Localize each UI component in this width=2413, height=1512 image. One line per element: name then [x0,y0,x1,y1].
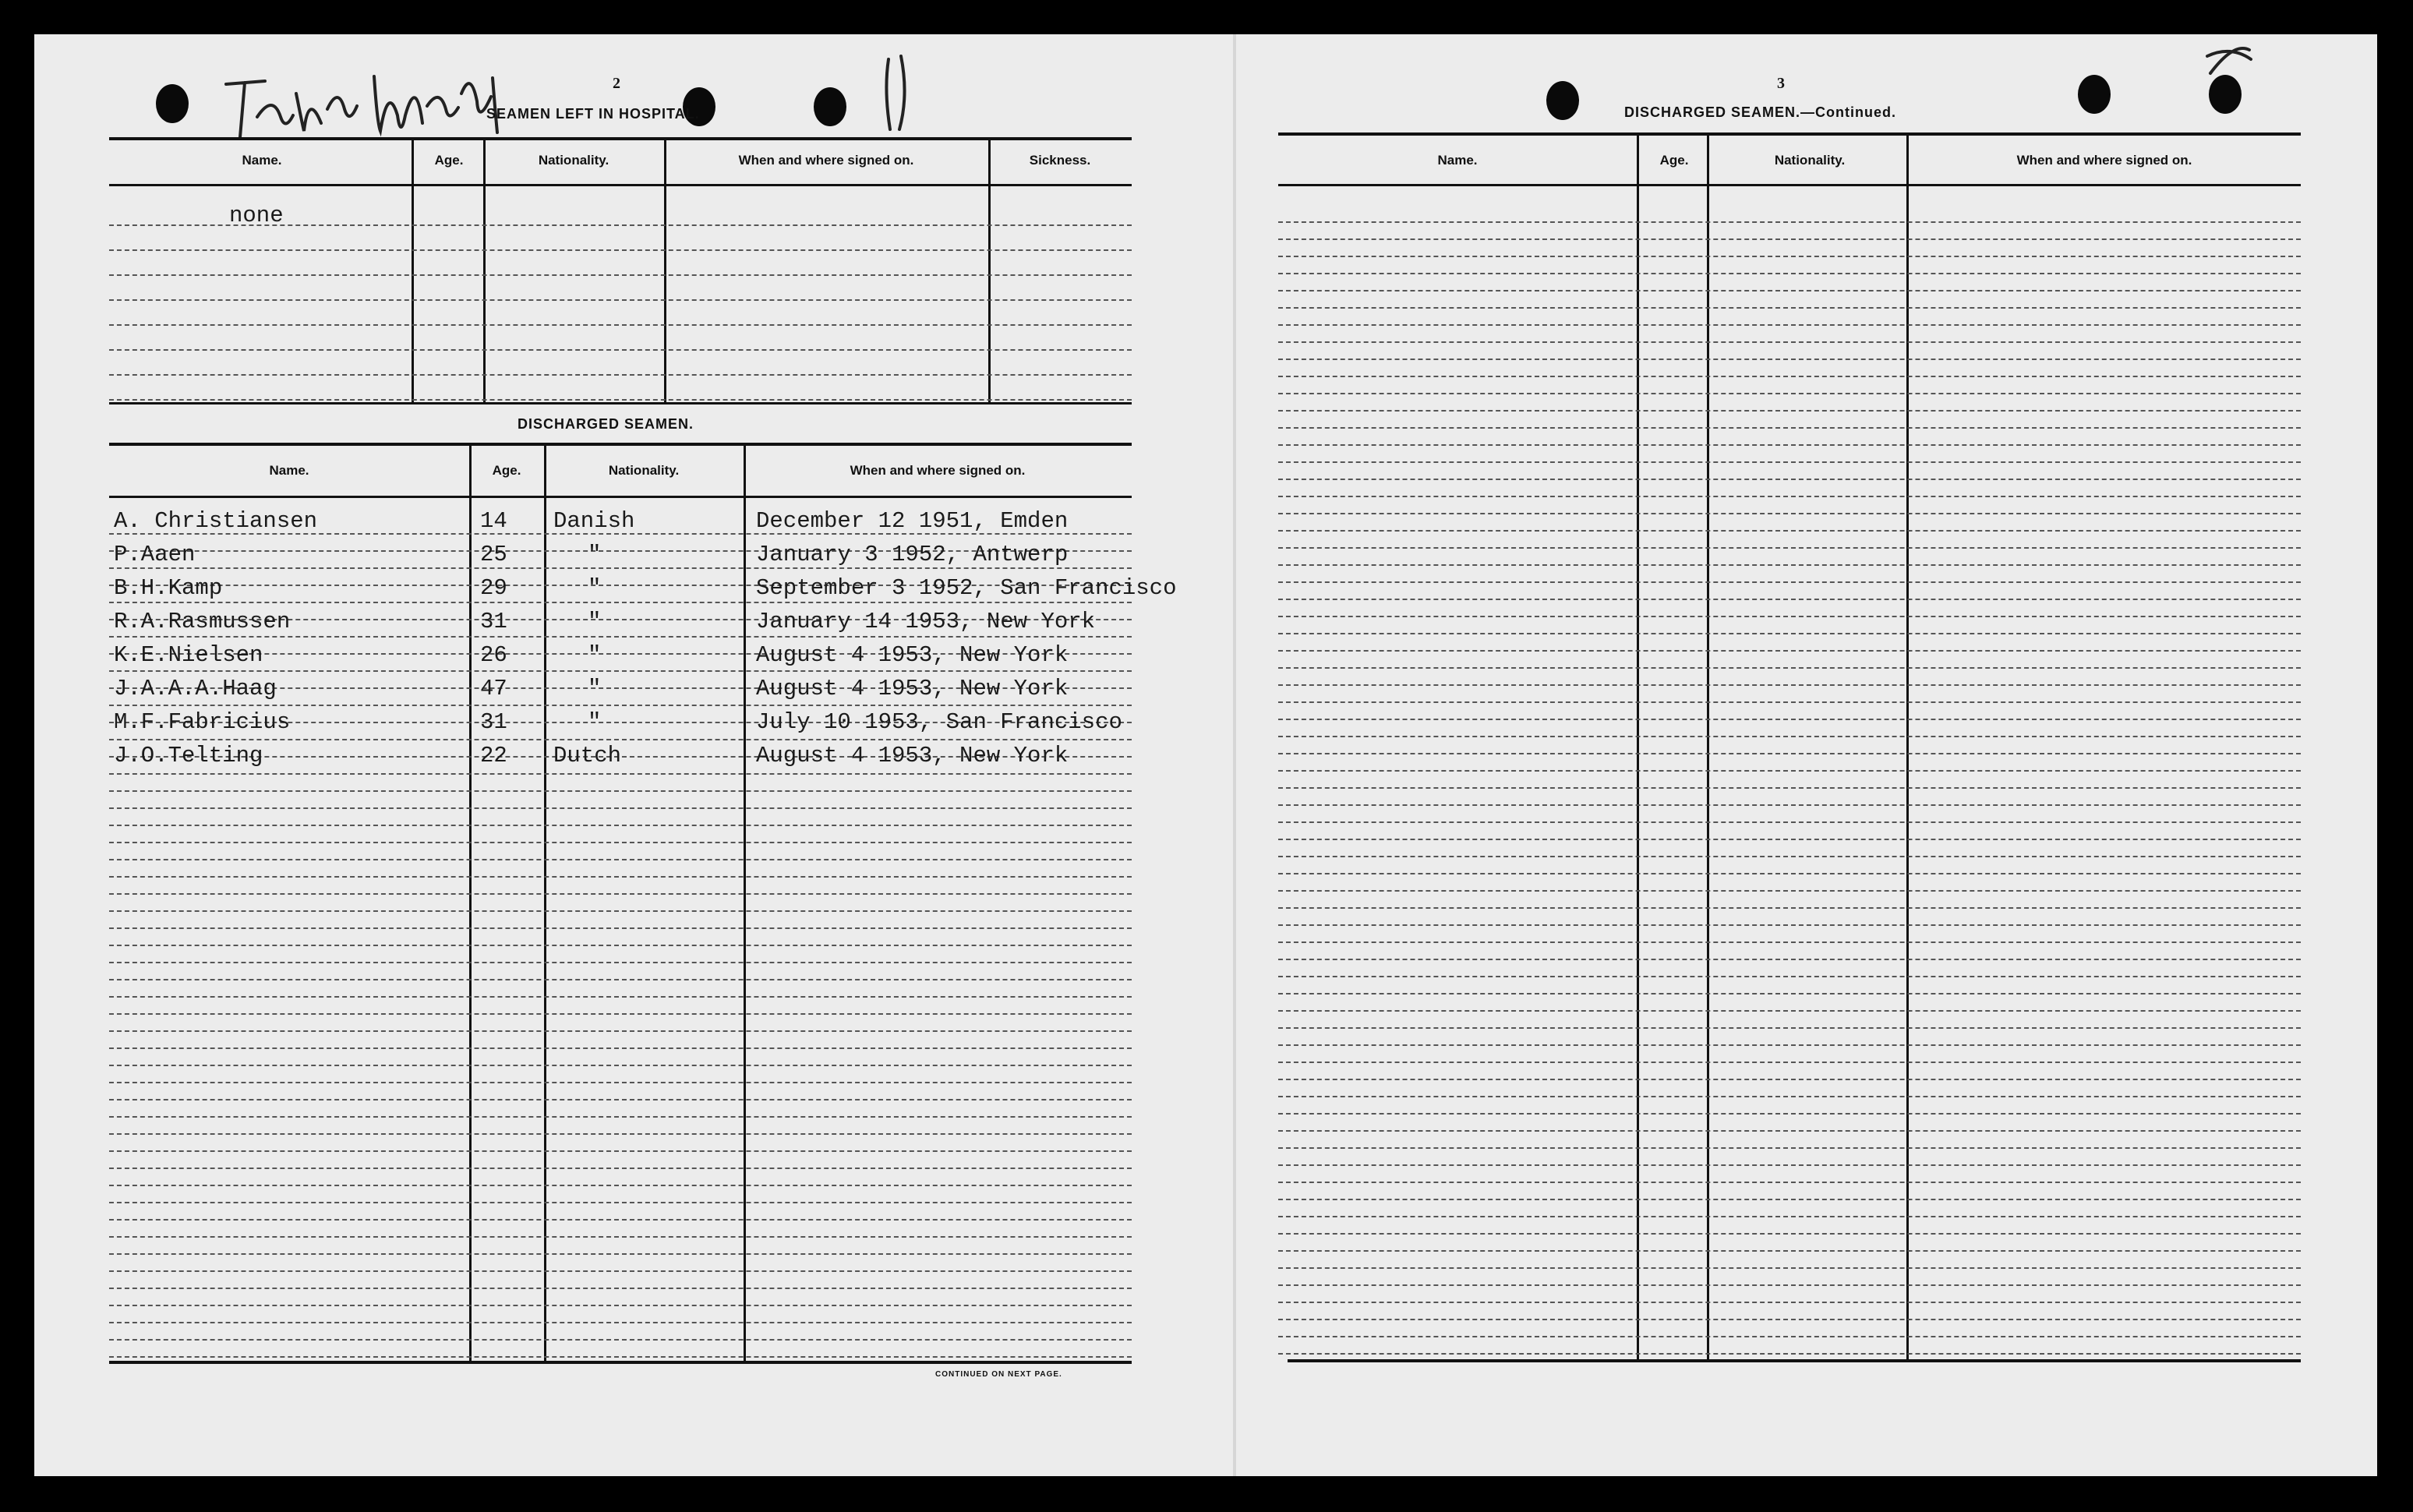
hospital-col-signed-on: When and where signed on. [738,153,914,168]
right-col-signed-on: When and where signed on. [2016,153,2192,168]
ruled-line [1278,1182,2301,1183]
ruled-line [109,1082,1132,1083]
row-name: K.E.Nielsen [114,642,263,668]
hospital-col-sickness: Sickness. [1029,153,1091,168]
row-signed-on: July 10 1953, San Francisco [756,709,1122,735]
ruled-line [1278,256,2301,257]
discharged-heading: DISCHARGED SEAMEN. [518,416,694,432]
ruled-line [1278,976,2301,977]
ruled-line [109,773,1132,775]
ruled-line [1278,1096,2301,1097]
ruled-line [1278,1113,2301,1115]
ruled-line [1278,1079,2301,1080]
ruled-line [109,349,1132,351]
ruled-line [1278,530,2301,532]
ruled-line [1278,701,2301,703]
ruled-line [1278,1027,2301,1029]
row-nationality: " [588,575,602,601]
ruled-line [1278,496,2301,497]
row-name: J.O.Telting [114,743,263,768]
ruled-line [109,1099,1132,1100]
ruled-line [1278,839,2301,840]
ruled-line [1278,427,2301,429]
hospital-col-age: Age. [434,153,464,168]
hospital-bottom-rule [109,402,1132,404]
ruled-line [1278,1062,2301,1063]
corner-check-mark [2203,42,2257,81]
right-bottom-rule [1288,1359,2301,1362]
ruled-line [1278,993,2301,994]
ruled-line [1278,376,2301,377]
ruled-line [109,274,1132,276]
ruled-line [1278,890,2301,892]
ruled-line [1278,736,2301,737]
discharged-divider [544,446,546,1362]
ruled-line [109,876,1132,878]
ruled-line [109,1236,1132,1238]
ruled-line [109,705,1132,706]
hospital-row-name: none [229,203,284,228]
right-col-age: Age. [1659,153,1689,168]
row-nationality: Dutch [553,743,622,768]
ruled-line [109,1305,1132,1306]
ruled-line [1278,444,2301,446]
ruled-line [109,790,1132,792]
ruled-line [109,374,1132,376]
ruled-line [1278,238,2301,240]
right-divider [1707,136,1709,1362]
ruled-line [1278,684,2301,686]
ruled-line [1278,273,2301,274]
signature-text: Tabbe Maersk [218,62,223,63]
ruled-line [1278,1233,2301,1235]
right-top-rule [1278,132,2301,136]
ruled-line [1278,461,2301,463]
row-age: 31 [480,709,507,735]
hospital-divider [988,140,991,402]
row-age: 47 [480,676,507,701]
punch-hole [2078,75,2111,114]
ruled-line [109,1168,1132,1169]
ruled-line [109,1270,1132,1272]
ruled-line [109,567,1132,569]
ruled-line [109,1339,1132,1341]
ruled-line [109,324,1132,326]
row-signed-on: August 4 1953, New York [756,743,1069,768]
page-number-right: 3 [1777,75,1785,92]
ruled-line [109,807,1132,809]
ruled-line [1278,1284,2301,1286]
row-nationality: " [588,542,602,567]
row-age: 26 [480,642,507,668]
ruled-line [109,1202,1132,1203]
ruled-line [109,1219,1132,1221]
hospital-header-rule [109,184,1132,186]
ruled-line [109,1116,1132,1118]
ruled-line [1278,753,2301,754]
punch-hole [1546,81,1579,120]
row-name: P.Aaen [114,542,196,567]
ruled-line [1278,341,2301,343]
ruled-line [1278,581,2301,583]
discharged-bottom-rule [109,1361,1132,1364]
ruled-line [1278,479,2301,480]
discharged-divider [744,446,746,1362]
ruled-line [1278,650,2301,652]
discharged-top-rule [109,443,1132,446]
discharged-col-age: Age. [492,463,521,478]
ruled-line [109,1047,1132,1049]
hospital-divider [412,140,414,402]
discharged-col-name: Name. [269,463,309,478]
hospital-divider [664,140,666,402]
row-nationality: " [588,609,602,634]
ruled-line [109,979,1132,980]
ruled-line [109,249,1132,251]
ruled-line [109,945,1132,946]
ruled-line [1278,1044,2301,1046]
ruled-line [1278,1130,2301,1132]
row-signed-on: January 14 1953, New York [756,609,1096,634]
ruled-line [1278,924,2301,926]
ruled-line [109,299,1132,301]
row-nationality: Danish [553,508,635,534]
ruled-line [1278,1319,2301,1320]
row-signed-on: December 12 1951, Emden [756,508,1069,534]
ruled-line [109,1322,1132,1323]
page-number-left: 2 [613,75,620,92]
ruled-line [1278,307,2301,309]
ruled-line [1278,564,2301,566]
ruled-line [1278,907,2301,909]
ruled-line [1278,359,2301,360]
row-name: M.F.Fabricius [114,709,291,735]
row-signed-on: September 3 1952, San Francisco [756,575,1177,601]
continued-note: CONTINUED ON NEXT PAGE. [935,1370,1062,1379]
row-nationality: " [588,676,602,701]
discharged-header-rule [109,496,1132,498]
hospital-divider [483,140,486,402]
ruled-line [109,893,1132,895]
right-divider [1906,136,1909,1362]
ruled-line [109,842,1132,843]
row-age: 22 [480,743,507,768]
ruled-line [109,636,1132,638]
row-signed-on: January 3 1952, Antwerp [756,542,1069,567]
discharged-continued-heading: DISCHARGED SEAMEN.—Continued. [1624,104,1897,120]
ruled-line [1278,221,2301,223]
row-age: 25 [480,542,507,567]
ruled-line [1278,770,2301,772]
ruled-line [1278,1336,2301,1337]
row-name: R.A.Rasmussen [114,609,291,634]
right-col-name: Name. [1437,153,1478,168]
punch-hole [156,84,189,123]
ruled-line [109,399,1132,401]
ruled-line [109,739,1132,740]
discharged-col-nationality: Nationality. [608,463,680,478]
right-header-rule [1278,184,2301,186]
hospital-heading: SEAMEN LEFT IN HOSPITAL. [486,106,700,122]
ruled-line [109,1356,1132,1358]
ruled-line [109,602,1132,603]
ruled-line [1278,1164,2301,1166]
ruled-line [109,1030,1132,1032]
ruled-line [109,1288,1132,1289]
row-name: J.A.A.A.Haag [114,676,277,701]
discharged-divider [469,446,472,1362]
handwritten-mark [878,53,917,139]
ruled-line [109,1133,1132,1135]
punch-hole [814,87,846,126]
ruled-line [109,825,1132,826]
ruled-line [1278,324,2301,326]
hospital-col-nationality: Nationality. [538,153,609,168]
ruled-line [109,1253,1132,1255]
ruled-line [109,1065,1132,1066]
ruled-line [1278,1216,2301,1217]
ruled-line [1278,393,2301,394]
ruled-line [1278,941,2301,943]
ruled-line [1278,410,2301,412]
ruled-line [109,927,1132,929]
ruled-line [1278,856,2301,857]
ruled-line [109,859,1132,860]
ruled-line [1278,633,2301,634]
ruled-line [109,1013,1132,1015]
right-col-nationality: Nationality. [1774,153,1846,168]
ruled-line [1278,804,2301,806]
row-name: B.H.Kamp [114,575,223,601]
ruled-line [1278,719,2301,720]
ruled-line [1278,959,2301,960]
ruled-line [109,962,1132,963]
ruled-line [1278,547,2301,549]
ruled-line [1278,616,2301,617]
page-fold [1233,34,1236,1476]
ruled-line [1278,599,2301,600]
discharged-col-signed-on: When and where signed on. [850,463,1026,478]
row-age: 31 [480,609,507,634]
ruled-line [1278,873,2301,874]
row-age: 14 [480,508,507,534]
ruled-line [1278,667,2301,669]
ruled-line [1278,1250,2301,1252]
row-age: 29 [480,575,507,601]
ruled-line [1278,787,2301,789]
ruled-line [1278,1353,2301,1355]
hospital-col-name: Name. [242,153,282,168]
hospital-top-rule [109,137,1132,140]
ruled-line [1278,821,2301,823]
ruled-line [109,670,1132,672]
ruled-line [109,996,1132,998]
ruled-line [109,910,1132,912]
ruled-line [1278,1010,2301,1012]
ruled-line [1278,1147,2301,1149]
ruled-line [1278,513,2301,514]
row-signed-on: August 4 1953, New York [756,642,1069,668]
row-signed-on: August 4 1953, New York [756,676,1069,701]
handwritten-signature [218,62,546,148]
ruled-line [1278,1199,2301,1200]
ruled-line [109,1150,1132,1152]
row-nationality: " [588,709,602,735]
ruled-line [109,1185,1132,1186]
right-divider [1637,136,1639,1362]
ruled-line [1278,1267,2301,1269]
row-nationality: " [588,642,602,668]
row-name: A. Christiansen [114,508,318,534]
ruled-line [1278,290,2301,291]
ruled-line [1278,1302,2301,1303]
